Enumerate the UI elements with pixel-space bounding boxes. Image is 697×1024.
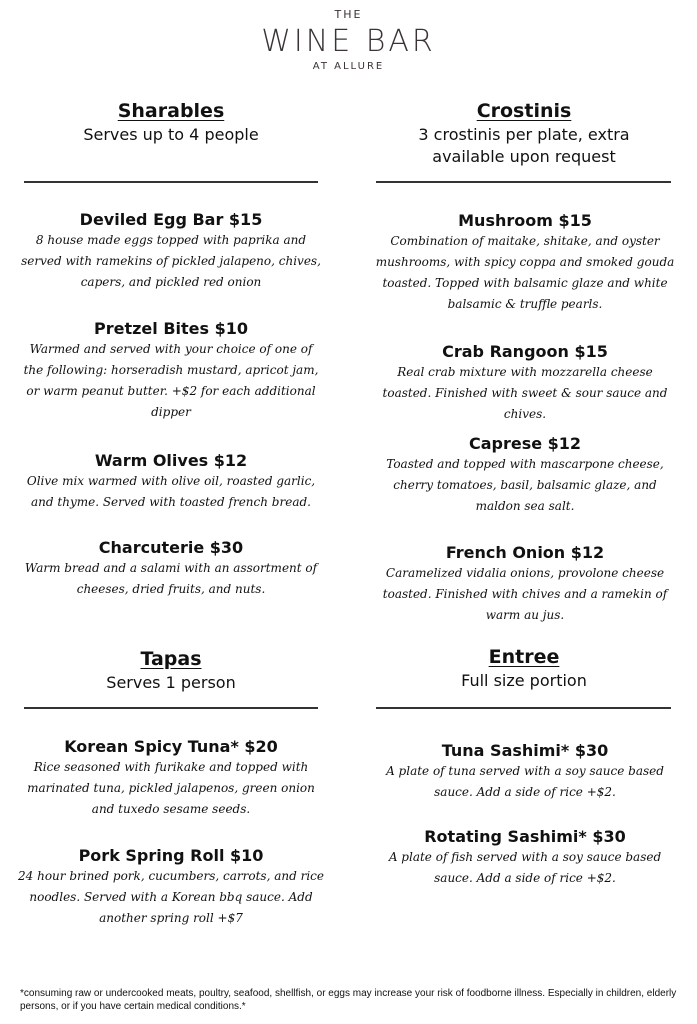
item-name: Charcuterie $30 <box>98 538 244 557</box>
sharables-header <box>21 100 321 146</box>
item-description: 24 hour brined pork, cucumbers, carrots, and rice noodles. Served with a Korean bbq sauce. Add another spring roll +$7 <box>18 869 324 925</box>
menu-item <box>18 737 324 820</box>
item-description: Rice seasoned with furikake and topped with marinated tuna, pickled jalapenos, green onion and tuxedo sesame seeds. <box>27 760 315 816</box>
item-name: Tuna Sashimi* $30 <box>441 741 609 760</box>
item-name: Crab Rangoon $15 <box>442 342 608 361</box>
menu-item <box>372 543 678 626</box>
item-description: A plate of tuna served with a soy sauce based sauce. Add a side of rice +$2. <box>386 764 664 799</box>
item-name: Pretzel Bites $10 <box>93 319 248 338</box>
section-subtitle-sharables: Serves up to 4 people <box>83 125 259 144</box>
menu-item <box>372 434 678 517</box>
item-description: Caramelized vidalia onions, provolone cheese toasted. Finished with chives and a ramekin of warm au jus. <box>382 566 668 622</box>
item-description: Combination of maitake, shitake, and oyster mushrooms, with spicy coppa and smoked gouda toasted. Topped with balsamic glaze and white balsamic & truffle pearls. <box>375 234 675 311</box>
tapas-header <box>21 648 321 694</box>
item-description: Warmed and served with your choice of one of the following: horseradish mustard, apricot jam, or warm peanut butter. +$2 for each additional dipper <box>23 342 319 419</box>
menu-item <box>18 319 324 423</box>
item-name: Pork Spring Roll $10 <box>78 846 264 865</box>
item-description: Warm bread and a salami with an assortment of cheeses, dried fruits, and nuts. <box>24 561 318 596</box>
section-subtitle-entree: Full size portion <box>461 671 587 690</box>
wine-bar-logo <box>0 8 697 72</box>
menu-item <box>372 342 678 425</box>
item-name: French Onion $12 <box>445 543 605 562</box>
divider-crostinis <box>376 181 671 183</box>
item-description: Olive mix warmed with olive oil, roasted garlic, and thyme. Served with toasted french bread. <box>26 474 316 509</box>
section-title-tapas: Tapas <box>140 648 202 670</box>
crostinis-header <box>374 100 674 168</box>
logo-at: AT ALLURE <box>312 61 385 72</box>
item-description: Real crab mixture with mozzarella cheese toasted. Finished with sweet & sour sauce and chives. <box>382 365 668 421</box>
divider-sharables <box>24 181 318 183</box>
divider-entree <box>376 707 671 709</box>
menu-item <box>18 846 324 929</box>
menu-item <box>372 827 678 889</box>
menu-item <box>372 211 678 315</box>
menu-item <box>372 741 678 803</box>
logo-name: WINE BAR <box>261 24 436 59</box>
item-description: Toasted and topped with mascarpone cheese, cherry tomatoes, basil, balsamic glaze, and maldon sea salt. <box>386 457 664 513</box>
menu-item <box>18 451 324 513</box>
footnote: *consuming raw or undercooked meats, poultry, seafood, shellfish, or eggs may increase your risk of foodborne illness. Especially in children, elderly persons, or if you have certain medical conditions.* <box>20 988 677 1012</box>
item-name: Caprese $12 <box>468 434 582 453</box>
item-name: Rotating Sashimi* $30 <box>424 827 626 846</box>
item-name: Warm Olives $12 <box>94 451 248 470</box>
item-description: 8 house made eggs topped with paprika and served with ramekins of pickled jalapeno, chives, capers, and pickled red onion <box>21 233 321 289</box>
menu-item <box>18 210 324 293</box>
section-subtitle-crostinis: 3 crostinis per plate, extra available upon request <box>418 125 630 166</box>
item-name: Mushroom $15 <box>458 211 592 230</box>
section-subtitle-tapas: Serves 1 person <box>106 673 236 692</box>
item-description: A plate of fish served with a soy sauce based sauce. Add a side of rice +$2. <box>388 850 662 885</box>
menu-item <box>18 538 324 600</box>
entree-header <box>374 646 674 692</box>
logo-the: THE <box>334 8 363 21</box>
divider-tapas <box>24 707 318 709</box>
item-name: Korean Spicy Tuna* $20 <box>64 737 278 756</box>
section-title-sharables: Sharables <box>117 100 225 122</box>
item-name: Deviled Egg Bar $15 <box>79 210 263 229</box>
section-title-entree: Entree <box>488 646 560 668</box>
section-title-crostinis: Crostinis <box>476 100 572 122</box>
